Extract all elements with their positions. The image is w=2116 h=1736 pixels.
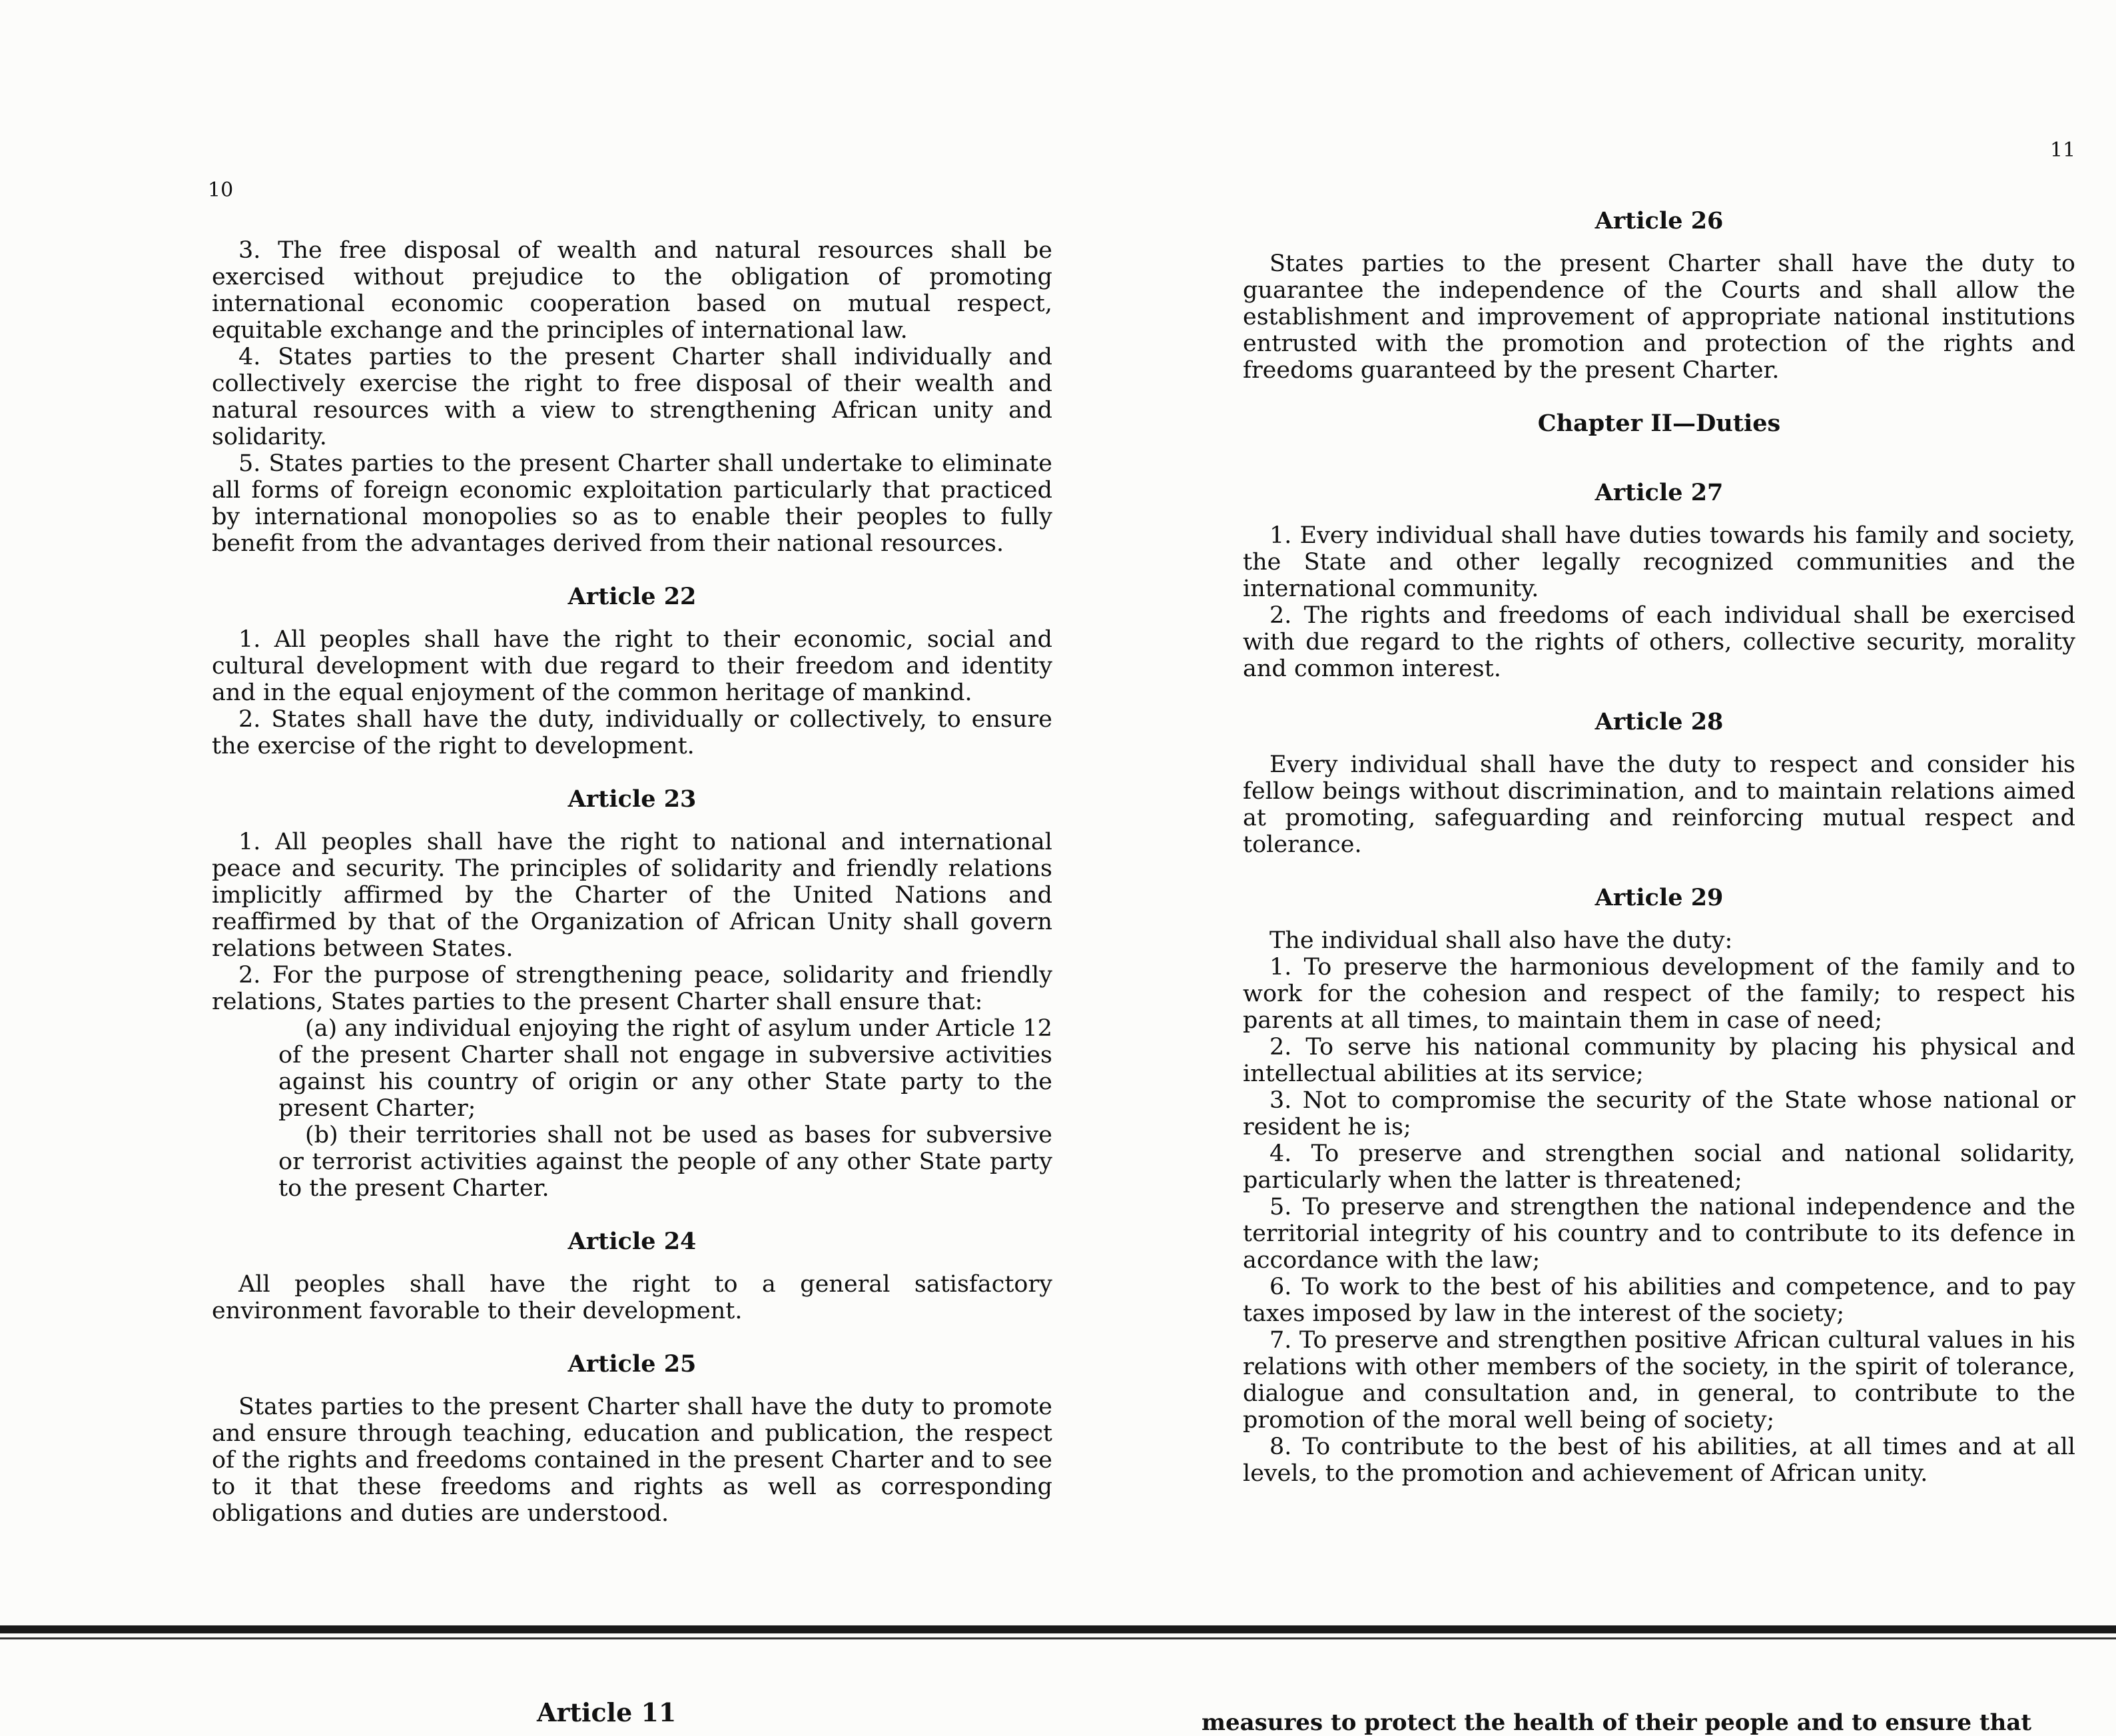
- paragraph: 4. To preserve and strengthen social and national solidarity, particularly when the latter is threatened;: [1243, 1140, 2075, 1194]
- spacer: [212, 759, 1052, 786]
- paragraph: 5. States parties to the present Charter shall undertake to eliminate all forms of foreign economic exploitation particularly that practiced by international monopolies so as to enable their peoples to fully benefit from the advantages derived from their national resources.: [212, 450, 1052, 557]
- spacer: [1243, 682, 2075, 709]
- paragraph: 3. Not to compromise the security of the State whose national or resident he is;: [1243, 1087, 2075, 1140]
- left-page-text: [212, 237, 1052, 1527]
- paragraph: 6. To work to the best of his abilities and competence, and to pay taxes imposed by law in the interest of the society;: [1243, 1274, 2075, 1327]
- spacer: [212, 1378, 1052, 1394]
- paragraph: 7. To preserve and strengthen positive African cultural values in his relations with other members of the society, in the spirit of tolerance, dialogue and consultation and, in general, to contribute to the promotion of the moral well being of society;: [1243, 1327, 2075, 1434]
- paragraph: 1. To preserve the harmonious development of the family and to work for the cohesion and respect of the family; to respect his parents at all times, to maintain them in case of need;: [1243, 954, 2075, 1034]
- paragraph: Every individual shall have the duty to respect and consider his fellow beings without discrimination, and to maintain relations aimed at promoting, safeguarding and reinforcing mutual respect and tolerance.: [1243, 751, 2075, 858]
- spacer: [212, 610, 1052, 626]
- spacer: [1243, 384, 2075, 410]
- bottom-right-fragment: measures to protect the health of their people and to ensure that: [1202, 1709, 2032, 1736]
- article-heading: Chapter II—Duties: [1537, 410, 1781, 437]
- page-divider-thin: [0, 1637, 2116, 1639]
- article-heading: Article 28: [1594, 708, 1724, 735]
- paragraph: States parties to the present Charter shall have the duty to promote and ensure through teaching, education and publication, the respect of the rights and freedoms contained in the present Charter and to see to it that these freedoms and rights as well as corresponding obligations and duties are understood.: [212, 1394, 1052, 1527]
- right-page-number: 11: [2050, 139, 2076, 162]
- spacer: [1243, 911, 2075, 927]
- left-page-number: 10: [208, 179, 234, 202]
- spacer: [1243, 506, 2075, 522]
- spacer: [212, 813, 1052, 829]
- spacer: [1243, 858, 2075, 885]
- spacer: [212, 1324, 1052, 1351]
- paragraph: 3. The free disposal of wealth and natural resources shall be exercised without prejudice to the obligation of promoting international economic cooperation based on mutual respect, equitable exchange and the principles of international law.: [212, 237, 1052, 344]
- spacer: [1243, 735, 2075, 751]
- paragraph: 1. All peoples shall have the right to national and international peace and security. The principles of solidarity and friendly relations implicitly affirmed by the Charter of the United Nations and reaffirmed by that of the Organization of African Unity shall govern relations between States.: [212, 829, 1052, 962]
- spacer: [212, 1255, 1052, 1271]
- spacer: [1243, 437, 2075, 453]
- article-heading: Article 29: [1594, 884, 1724, 911]
- spacer: [212, 1202, 1052, 1228]
- paragraph: 5. To preserve and strengthen the national independence and the territorial integrity of his country and to contribute to its defence in accordance with the law;: [1243, 1194, 2075, 1274]
- article-heading: Article 26: [1594, 207, 1724, 234]
- bottom-left-fragment: Article 11: [537, 1697, 677, 1727]
- right-page-text: [1243, 208, 2075, 1487]
- paragraph: 8. To contribute to the best of his abilities, at all times and at all levels, to the promotion and achievement of African unity.: [1243, 1434, 2075, 1487]
- spacer: [1243, 453, 2075, 480]
- paragraph: 2. The rights and freedoms of each individual shall be exercised with due regard to the rights of others, collective security, morality and common interest.: [1243, 602, 2075, 682]
- paragraph: All peoples shall have the right to a general satisfactory environment favorable to their development.: [212, 1271, 1052, 1324]
- sub-clause: (a) any individual enjoying the right of asylum under Article 12 of the present Charter shall not engage in subversive activities against his country of origin or any other State party to the present Charter;: [278, 1015, 1052, 1122]
- paragraph: 1. All peoples shall have the right to their economic, social and cultural development with due regard to their freedom and identity and in the equal enjoyment of the common heritage of mankind.: [212, 626, 1052, 706]
- paragraph: 4. States parties to the present Charter shall individually and collectively exercise the right to free disposal of their wealth and natural resources with a view to strengthening African unity and solidarity.: [212, 344, 1052, 450]
- sub-clause: (b) their territories shall not be used as bases for subversive or terrorist activities against the people of any other State party to the present Charter.: [278, 1122, 1052, 1202]
- paragraph: The individual shall also have the duty:: [1269, 927, 1733, 954]
- paragraph: 2. States shall have the duty, individually or collectively, to ensure the exercise of the right to development.: [212, 706, 1052, 759]
- paragraph: States parties to the present Charter shall have the duty to guarantee the independence of the Courts and shall allow the establishment and improvement of appropriate national institutions entrusted with the promotion and protection of the rights and freedoms guaranteed by the present Charter.: [1243, 250, 2075, 384]
- spacer: [1243, 234, 2075, 250]
- article-heading: Article 24: [567, 1228, 697, 1255]
- page-divider: [0, 1625, 2116, 1633]
- paragraph: 2. For the purpose of strengthening peace, solidarity and friendly relations, States parties to the present Charter shall ensure that:: [212, 962, 1052, 1015]
- article-heading: Article 27: [1594, 479, 1724, 506]
- article-heading: Article 22: [567, 583, 697, 610]
- paragraph: 1. Every individual shall have duties towards his family and society, the State and other legally recognized communities and the international community.: [1243, 522, 2075, 602]
- paragraph: 2. To serve his national community by placing his physical and intellectual abilities at its service;: [1243, 1034, 2075, 1087]
- article-heading: Article 25: [567, 1350, 697, 1378]
- article-heading: Article 23: [567, 785, 697, 813]
- spacer: [212, 557, 1052, 584]
